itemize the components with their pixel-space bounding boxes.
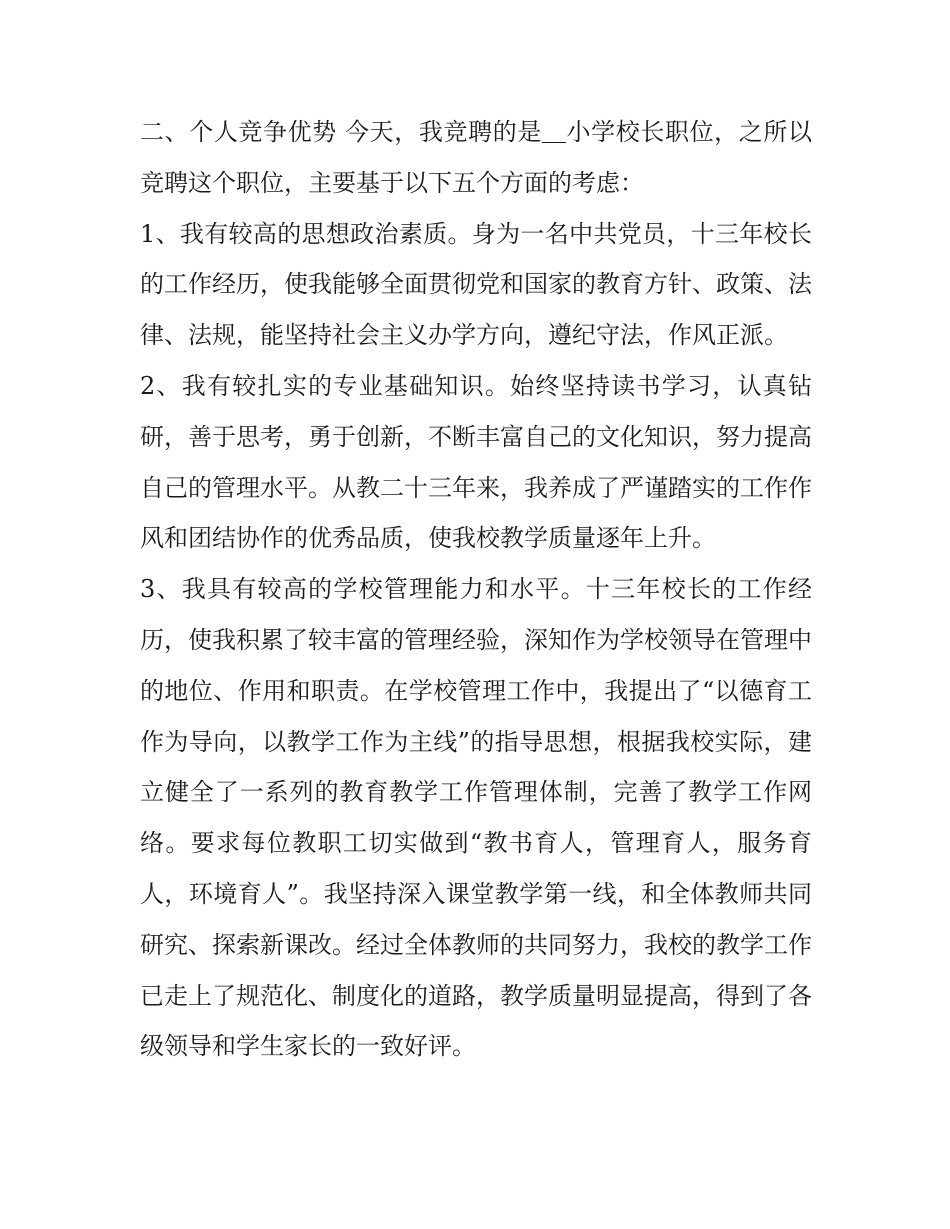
paragraph-point-2-professional-knowledge: 2、我有较扎实的专业基础知识。始终坚持读书学习，认真钻研，善于思考，勇于创新，不断丰富自己的文化知识，努力提高自己的管理水平。从教二十三年来，我养成了严谨踏实的工作作风和团结协作的优秀品质，使我校教学质量逐年上升。 — [140, 371, 812, 553]
paragraph-competitive-advantage-intro: 二、个人竞争优势 今天，我竞聘的是＿小学校长职位，之所以竞聘这个职位，主要基于以下五个方面的考虑： — [140, 118, 812, 197]
paragraph-point-3-management-ability: 3、我具有较高的学校管理能力和水平。十三年校长的工作经历，使我积累了较丰富的管理经验，深知作为学校领导在管理中的地位、作用和职责。在学校管理工作中，我提出了“以德育工作为导向，以教学工作为主线”的指导思想，根据我校实际，建立健全了一系列的教育教学工作管理体制，完善了教学工作网络。要求每位教职工切实做到“教书育人，管理育人，服务育人，环境育人”。我坚持深入课堂教学第一线，和全体教师共同研究、探索新课改。经过全体教师的共同努力，我校的教学工作已走上了规范化、制度化的道路，教学质量明显提高，得到了各级领导和学生家长的一致好评。 — [140, 575, 812, 1061]
paragraph-point-1-political-quality: 1、我有较高的思想政治素质。身为一名中共党员，十三年校长的工作经历，使我能够全面贯彻党和国家的教育方针、政策、法律、法规，能坚持社会主义办学方向，遵纪守法，作风正派。 — [140, 219, 812, 350]
document-page — [140, 107, 812, 1072]
